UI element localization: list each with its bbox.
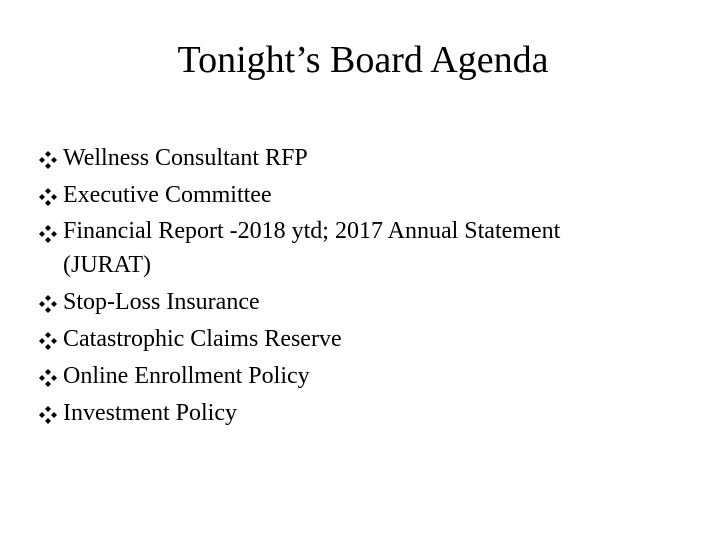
- four-diamond-bullet-icon: [37, 295, 59, 313]
- agenda-item-financial-report: [37, 214, 697, 284]
- slide-title: Tonight’s Board Agenda: [177, 39, 549, 81]
- four-diamond-bullet-icon: [37, 332, 59, 350]
- four-diamond-bullet-icon: [37, 369, 59, 387]
- agenda-item-stop-loss-insurance: [37, 284, 697, 321]
- agenda-item-online-enrollment-policy: [37, 358, 697, 395]
- agenda-item-label: Online Enrollment Policy: [63, 363, 310, 389]
- agenda-item-wellness-consultant: [37, 140, 697, 177]
- four-diamond-bullet-icon: [37, 225, 59, 243]
- four-diamond-bullet-icon: [37, 151, 59, 169]
- agenda-item-label: Catastrophic Claims Reserve: [63, 326, 342, 352]
- agenda-item-executive-committee: [37, 177, 697, 214]
- agenda-item-label: Executive Committee: [63, 182, 272, 208]
- agenda-item-label: Wellness Consultant RFP: [63, 145, 308, 171]
- agenda-list: [37, 140, 697, 432]
- agenda-item-label: Financial Report -2018 ytd; 2017 Annual Statement: [63, 218, 561, 244]
- four-diamond-bullet-icon: [37, 406, 59, 424]
- agenda-item-label-continuation: (JURAT): [63, 252, 151, 278]
- agenda-item-label: Stop-Loss Insurance: [63, 289, 260, 315]
- agenda-item-catastrophic-claims-reserve: [37, 321, 697, 358]
- agenda-item-label: Investment Policy: [63, 400, 237, 426]
- agenda-item-investment-policy: [37, 395, 697, 432]
- four-diamond-bullet-icon: [37, 188, 59, 206]
